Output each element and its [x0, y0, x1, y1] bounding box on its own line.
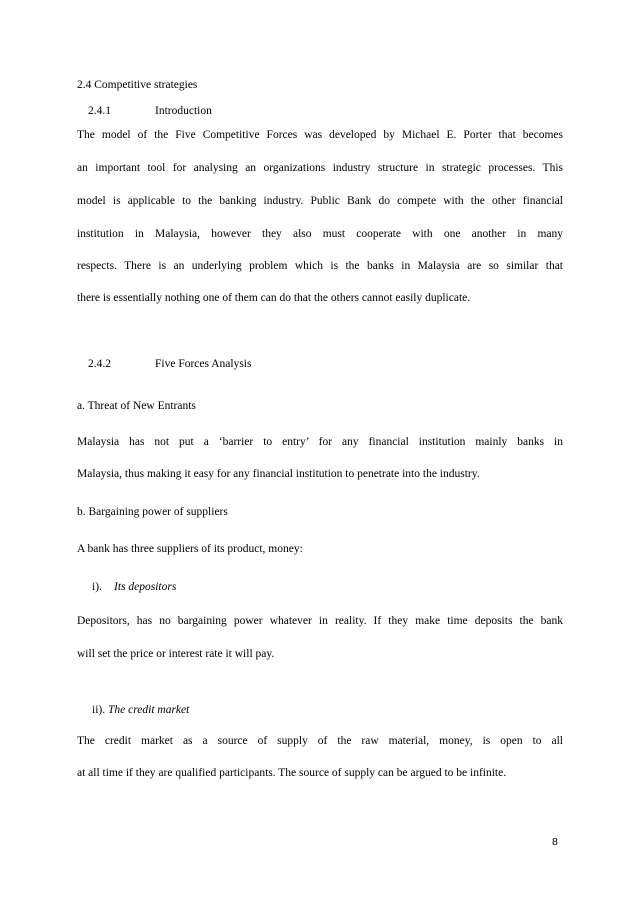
threat-heading: a. Threat of New Entrants: [77, 400, 196, 412]
subsection-title-five-forces: Five Forces Analysis: [155, 358, 252, 370]
credit-market-paragraph-line: The credit market as a source of supply of the raw material, money, is open to all: [77, 735, 563, 747]
intro-paragraph-line: an important tool for analysing an organizations industry structure in strategic processes. This: [77, 162, 563, 174]
credit-market-title: The credit market: [108, 704, 190, 716]
depositors-title: Its depositors: [114, 581, 177, 593]
subsection-number-five-forces: 2.4.2: [88, 358, 111, 370]
threat-paragraph-line: Malaysia has not put a ‘barrier to entry’ for any financial institution mainly banks in: [77, 436, 563, 448]
intro-paragraph-line: The model of the Five Competitive Forces was developed by Michael E. Porter that becomes: [77, 129, 563, 141]
intro-paragraph-line: institution in Malaysia, however they also must cooperate with one another in many: [77, 228, 563, 240]
depositors-paragraph-line: will set the price or interest rate it will pay.: [77, 648, 275, 660]
intro-paragraph-line: model is applicable to the banking industry. Public Bank do compete with the other financial: [77, 195, 563, 207]
credit-market-paragraph-line: at all time if they are qualified participants. The source of supply can be argued to be infinite.: [77, 767, 507, 779]
depositors-paragraph-line: Depositors, has no bargaining power whatever in reality. If they make time deposits the bank: [77, 615, 563, 627]
page-number: 8: [552, 836, 558, 848]
bargaining-heading: b. Bargaining power of suppliers: [77, 506, 228, 518]
intro-paragraph-line: respects. There is an underlying problem which is the banks in Malaysia are so similar that: [77, 260, 563, 272]
subsection-number-intro: 2.4.1: [88, 105, 111, 117]
subsection-title-intro: Introduction: [155, 105, 212, 117]
intro-paragraph-line: there is essentially nothing one of them can do that the others cannot easily duplicate.: [77, 292, 471, 304]
section-heading: 2.4 Competitive strategies: [77, 79, 198, 91]
bargaining-intro: A bank has three suppliers of its product, money:: [77, 543, 303, 555]
threat-paragraph-line: Malaysia, thus making it easy for any financial institution to penetrate into the industry.: [77, 468, 480, 480]
credit-market-number: ii).: [92, 704, 106, 716]
depositors-number: i).: [92, 581, 102, 593]
